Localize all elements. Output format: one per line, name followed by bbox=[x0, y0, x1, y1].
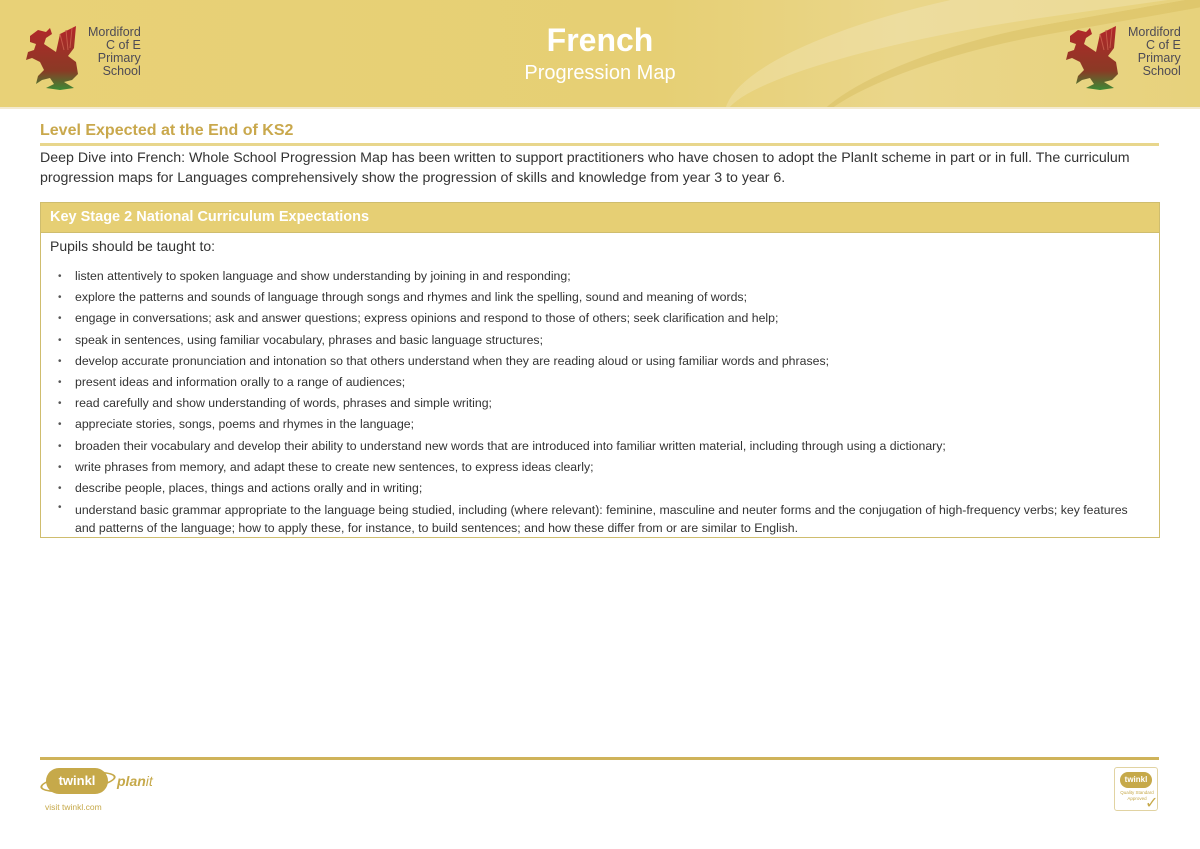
header-banner bbox=[0, 0, 1200, 109]
twinkl-planit-logo[interactable] bbox=[40, 764, 160, 798]
page-subtitle: Progression Map bbox=[524, 62, 676, 84]
banner-divider bbox=[0, 107, 1200, 109]
checkmark-icon: ✓ bbox=[1145, 795, 1159, 812]
school-name-line: Primary bbox=[1137, 51, 1181, 65]
bullet-icon: • bbox=[58, 292, 62, 304]
list-item bbox=[55, 287, 1139, 308]
bullet-icon: • bbox=[58, 502, 62, 514]
list-item-text: appreciate stories, songs, poems and rhymes in the language; bbox=[75, 417, 415, 432]
list-item bbox=[55, 393, 1139, 414]
school-name-line: Primary bbox=[97, 51, 141, 65]
footer-divider bbox=[40, 757, 1159, 760]
twinkl-cloud-icon: twinkl bbox=[46, 768, 108, 794]
section-heading: Level Expected at the End of KS2 bbox=[40, 122, 1159, 146]
list-item bbox=[55, 436, 1139, 457]
list-item bbox=[55, 266, 1139, 287]
curriculum-list bbox=[41, 261, 1159, 537]
school-name-line: School bbox=[1142, 64, 1181, 78]
list-item-text: write phrases from memory, and adapt these to create new sentences, to express ideas clearly; bbox=[75, 459, 594, 474]
school-name-line: C of E bbox=[106, 38, 141, 52]
list-item bbox=[55, 457, 1139, 478]
bullet-icon: • bbox=[58, 419, 62, 431]
curriculum-expectations-box bbox=[40, 202, 1160, 538]
list-item-text: engage in conversations; ask and answer questions; express opinions and respond to those of others; seek clarification and help; bbox=[75, 311, 779, 326]
list-item bbox=[55, 372, 1139, 393]
list-item-text: broaden their vocabulary and develop their ability to understand new words that are introduced into familiar written material, including through using a dictionary; bbox=[75, 438, 946, 453]
school-name-line: Mordiford bbox=[88, 25, 141, 39]
list-item-text: speak in sentences, using familiar vocabulary, phrases and basic language structures; bbox=[75, 332, 543, 347]
list-item-text: read carefully and show understanding of words, phrases and simple writing; bbox=[75, 396, 492, 411]
list-item bbox=[55, 351, 1139, 372]
title-block bbox=[0, 22, 1200, 85]
bullet-icon: • bbox=[58, 334, 62, 346]
bullet-icon: • bbox=[58, 398, 62, 410]
twinkl-cloud-icon: twinkl bbox=[1120, 772, 1152, 788]
bullet-icon: • bbox=[58, 355, 62, 367]
list-item bbox=[55, 330, 1139, 351]
curriculum-lead: Pupils should be taught to: bbox=[50, 238, 216, 254]
badge-text: Quality Standard Approved bbox=[1120, 790, 1154, 801]
school-name-line: Mordiford bbox=[1128, 25, 1181, 39]
list-item-text: listen attentively to spoken language and show understanding by joining in and responding; bbox=[75, 269, 571, 283]
school-logo-right bbox=[1056, 22, 1181, 94]
list-item-text: present ideas and information orally to a range of audiences; bbox=[75, 375, 406, 390]
bullet-icon: • bbox=[58, 377, 62, 389]
intro-paragraph: Deep Dive into French: Whole School Progression Map has been written to support practitioners who have chosen to adopt the PlanIt scheme in part or in full. The curriculum progression maps for Languages comprehensively show the progression of skills and knowledge from year 3 to year 6. bbox=[40, 150, 1130, 186]
planit-bold: plan bbox=[117, 773, 146, 789]
school-name-line: School bbox=[102, 64, 141, 78]
planit-wordmark bbox=[117, 773, 153, 789]
school-name bbox=[1128, 26, 1181, 78]
quality-standard-badge bbox=[1114, 767, 1158, 811]
curriculum-header: Key Stage 2 National Curriculum Expectations bbox=[41, 203, 1159, 233]
list-item-text: understand basic grammar appropriate to the language being studied, including (where relevant): feminine, masculine and neuter forms and the conjugation of high-frequency verbs; key features and patterns of the language; how to apply these, for instance, to build sentences; and how these differ from or are similar to English. bbox=[75, 503, 1128, 536]
bullet-icon: • bbox=[58, 483, 62, 495]
bullet-icon: • bbox=[58, 461, 62, 473]
list-item bbox=[55, 478, 1139, 499]
list-item bbox=[55, 499, 1139, 537]
list-item bbox=[55, 414, 1139, 435]
dragon-icon bbox=[1056, 22, 1134, 94]
bullet-icon: • bbox=[58, 313, 62, 325]
list-item-text: describe people, places, things and actions orally and in writing; bbox=[75, 481, 423, 496]
page-title: French bbox=[546, 22, 654, 58]
bullet-icon: • bbox=[58, 271, 62, 282]
planit-light: it bbox=[145, 773, 153, 789]
website-link[interactable]: visit twinkl.com bbox=[45, 802, 102, 812]
bullet-icon: • bbox=[58, 440, 62, 452]
list-item-text: explore the patterns and sounds of language through songs and rhymes and link the spelling, sound and meaning of words; bbox=[75, 290, 747, 305]
school-name-line: C of E bbox=[1146, 38, 1181, 52]
list-item bbox=[55, 308, 1139, 329]
list-item-text: develop accurate pronunciation and intonation so that others understand when they are reading aloud or using familiar words and phrases; bbox=[75, 353, 830, 368]
